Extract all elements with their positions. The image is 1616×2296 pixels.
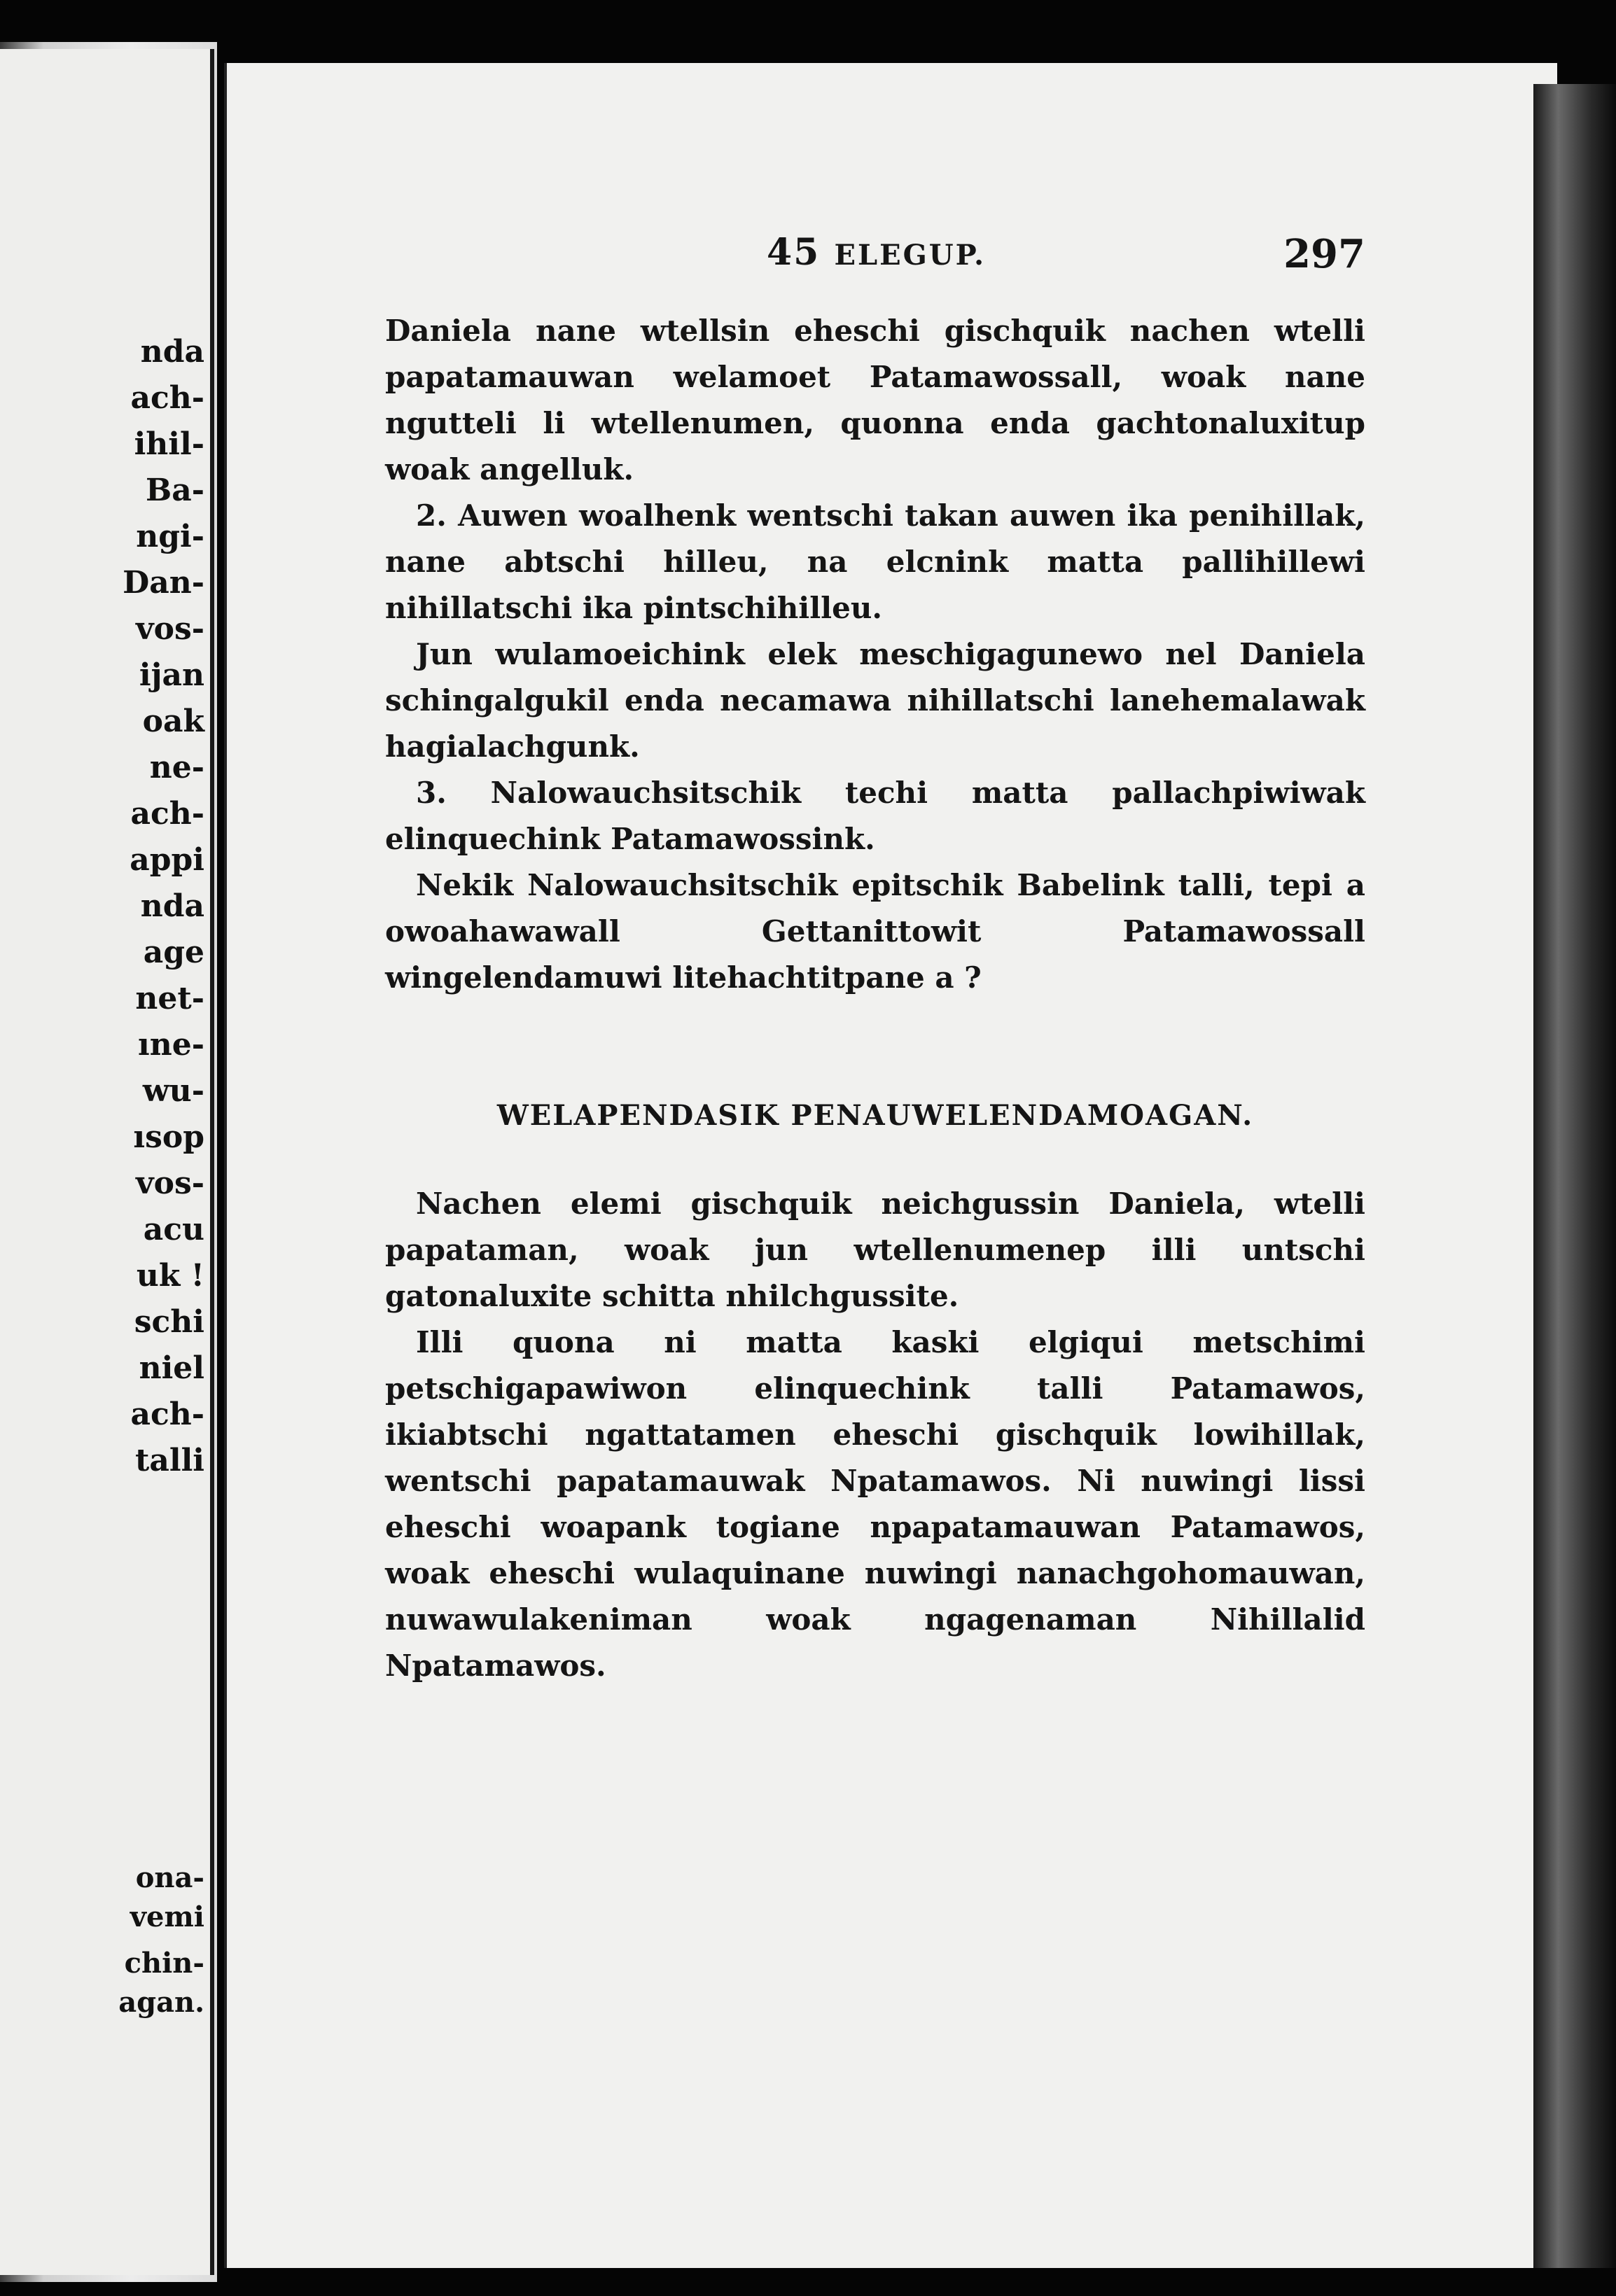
left-fragment: vemi: [130, 1900, 204, 1933]
paragraph: Jun wulamoeichink elek meschigagunewo nel Daniela schingalgukil enda necamawa nihillatschi lanehemalawak hagialachgunk.: [385, 637, 1365, 764]
left-page: [0, 49, 214, 2275]
left-fragment: oak: [142, 704, 204, 739]
left-fragment: ach-: [130, 796, 204, 832]
left-fragment: niel: [139, 1350, 204, 1386]
left-fragment: chin-: [124, 1947, 204, 1980]
left-fragment: age: [143, 934, 204, 970]
left-fragment: Ba-: [146, 472, 204, 508]
left-fragment: ıne-: [138, 1027, 204, 1063]
left-fragment: net-: [135, 981, 204, 1016]
left-fragment: appi: [130, 842, 204, 878]
running-head: [385, 231, 1365, 287]
left-fragment: ach-: [130, 1396, 204, 1432]
left-fragment: ihil-: [134, 426, 204, 462]
left-fragment: acu: [143, 1212, 204, 1247]
left-fragment: schi: [134, 1304, 204, 1340]
left-fragment: ijan: [139, 657, 204, 693]
paragraph: Daniela nane wtellsin eheschi gischquik nachen wtelli papatamauwan welamoet Patamawossall, woak nane ngutteli li wtellenumen, quonna enda gachtonaluxitup woak angelluk.: [385, 314, 1365, 486]
paragraph: 2. Auwen woalhenk wentschi takan auwen ika penihillak, nane abtschi hilleu, na elcnink matta pallihillewi nihillatschi ika pintschihilleu.: [385, 498, 1365, 625]
left-fragment: talli: [135, 1443, 204, 1478]
left-fragment: agan.: [118, 1986, 204, 2019]
left-fragment: nda: [140, 334, 204, 370]
page-content: [385, 231, 1365, 1689]
right-page-edge: [1533, 84, 1616, 2268]
section-heading: WELAPENDASIK PENAUWELENDAMOAGAN.: [496, 1099, 1254, 1132]
left-fragment: vos-: [136, 1166, 204, 1201]
left-fragment: ngi-: [136, 519, 204, 554]
left-fragment: ach-: [130, 380, 204, 416]
left-page-bottom-fragments: [8, 1858, 204, 2022]
left-fragment: ona-: [135, 1861, 204, 1894]
section-paragraph: Nachen elemi gischquik neichgussin Daniela, wtelli papataman, woak jun wtellenumenep illi untschi gatonaluxite schitta nhilchgussite.: [385, 1186, 1365, 1313]
left-fragment: Dan-: [123, 565, 204, 601]
chapter-number: 45: [767, 231, 821, 274]
left-fragment: ısop: [133, 1119, 204, 1155]
left-fragment: ne-: [149, 750, 204, 785]
left-page-text-fragments: [8, 329, 204, 1484]
left-fragment: wu-: [142, 1073, 204, 1109]
left-fragment: nda: [140, 888, 204, 924]
chapter-heading: [767, 231, 986, 274]
left-fragment: vos-: [136, 611, 204, 647]
paragraph: Nekik Nalowauchsitschik epitschik Babelink talli, tepi a owoahawawall Gettanittowit Patamawossall wingelendamuwi litehachtitpane a ?: [385, 868, 1365, 995]
section-paragraph: Illi quona ni matta kaski elgiqui metschimi petschigapawiwon elinquechink talli Patamawos, ikiabtschi ngattatamen eheschi gischquik lowihillak, wentschi papatamauwak Npatamawos. Ni nuwingi lissi eheschi woapank togiane npapatamauwan Patamawos, woak eheschi wulaquinane nuwingi nanachgohomauwan, nuwawulakeniman woak ngagenaman Nihillalid Npatamawos.: [385, 1325, 1365, 1683]
left-fragment: uk !: [136, 1258, 204, 1294]
paragraph: 3. Nalowauchsitschik techi matta pallachpiwiwak elinquechink Patamawossink.: [385, 776, 1365, 856]
chapter-title: ELEGUP.: [834, 239, 987, 272]
page-number: 297: [1283, 231, 1365, 277]
